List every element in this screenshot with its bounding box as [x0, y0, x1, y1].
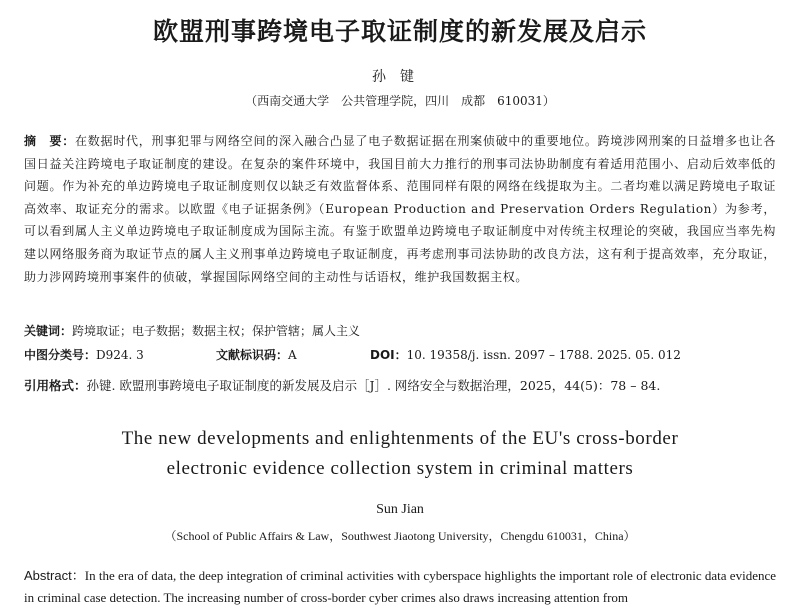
author-name-cn: 孙键	[372, 69, 428, 85]
citation	[24, 376, 776, 396]
affiliation-cn: （西南交通大学 公共管理学院，四川 成都 610031）	[245, 94, 555, 108]
doi	[370, 345, 681, 365]
abstract-cn	[24, 130, 776, 288]
abstract-text-cn: 在数据时代，刑事犯罪与网络空间的深入融合凸显了电子数据证据在刑案侦破中的重要地位。跨境涉网刑案的日益增多也让各国日益关注跨境电子取证制度的建设。在复杂的案件环境中，我国目前大力推行的刑事司法协助制度有着适用范围小、启动后效率低的问题。作为补充的单边跨境电子取证制度则仅以缺乏有效监督体系、范围同样有限的网络在线提取为主。二者均难以满足跨境电子取证高效率、取证充分的需求。以欧盟《电子证据条例》（European Production and Preservation Orders Regulation）为参考，可以看到属人主义单边跨境电子取证制度成为国际主流。有鉴于欧盟单边跨境电子取证制度中对传统主权理论的突破，我国应当率先构建以网络服务商为取证节点的属人主义刑事单边跨境电子取证制度，再考虑刑事司法协助的改良方法，这有利于提高效率，充分取证，助力涉网跨境刑事案件的侦破，掌握国际网络空间的主动性与话语权，维护我国数据主权。	[24, 134, 776, 284]
abstract-label-en: Abstract：	[24, 568, 85, 583]
doi-value: 10. 19358/j. issn. 2097 – 1788. 2025. 05. 012	[406, 348, 681, 362]
paper-title-en	[0, 424, 800, 484]
clc-value: D924. 3	[96, 348, 144, 362]
abstract-label-cn: 摘 要：	[24, 134, 75, 148]
paper-title-en-line2: electronic evidence collection system in criminal matters	[166, 458, 634, 479]
doc-code-value: A	[288, 348, 297, 362]
citation-text: 孙键. 欧盟刑事跨境电子取证制度的新发展及启示［J］. 网络安全与数据治理，2025，44(5)：78 – 84.	[86, 378, 661, 393]
document-code	[216, 345, 297, 365]
abstract-text-en: In the era of data, the deep integration of criminal activities with cyberspace highlights the important role of electronic data evidence in criminal case detection. The increasing number of cross-border cyber crimes also draws increasing attention from	[24, 568, 776, 605]
author-name-en: Sun Jian	[376, 502, 424, 517]
clc-label: 中图分类号：	[24, 348, 97, 362]
paper-title-en-line1: The new developments and enlightenments of the EU's cross-border	[121, 428, 679, 449]
abstract-en	[24, 565, 776, 609]
clc-number	[24, 345, 144, 365]
citation-label: 引用格式：	[24, 378, 87, 393]
doi-label: DOI：	[370, 348, 407, 362]
doc-code-label: 文献标识码：	[216, 348, 289, 362]
paper-title-cn: 欧盟刑事跨境电子取证制度的新发展及启示	[152, 17, 647, 46]
affiliation-en: （School of Public Affairs & Law，Southwest Jiaotong University，Chengdu 610031，China）	[164, 529, 636, 543]
keywords-text-cn: 跨境取证；电子数据；数据主权；保护管辖；属人主义	[72, 324, 361, 338]
keywords-label-cn: 关键词：	[24, 324, 73, 338]
keywords-cn	[24, 321, 776, 341]
